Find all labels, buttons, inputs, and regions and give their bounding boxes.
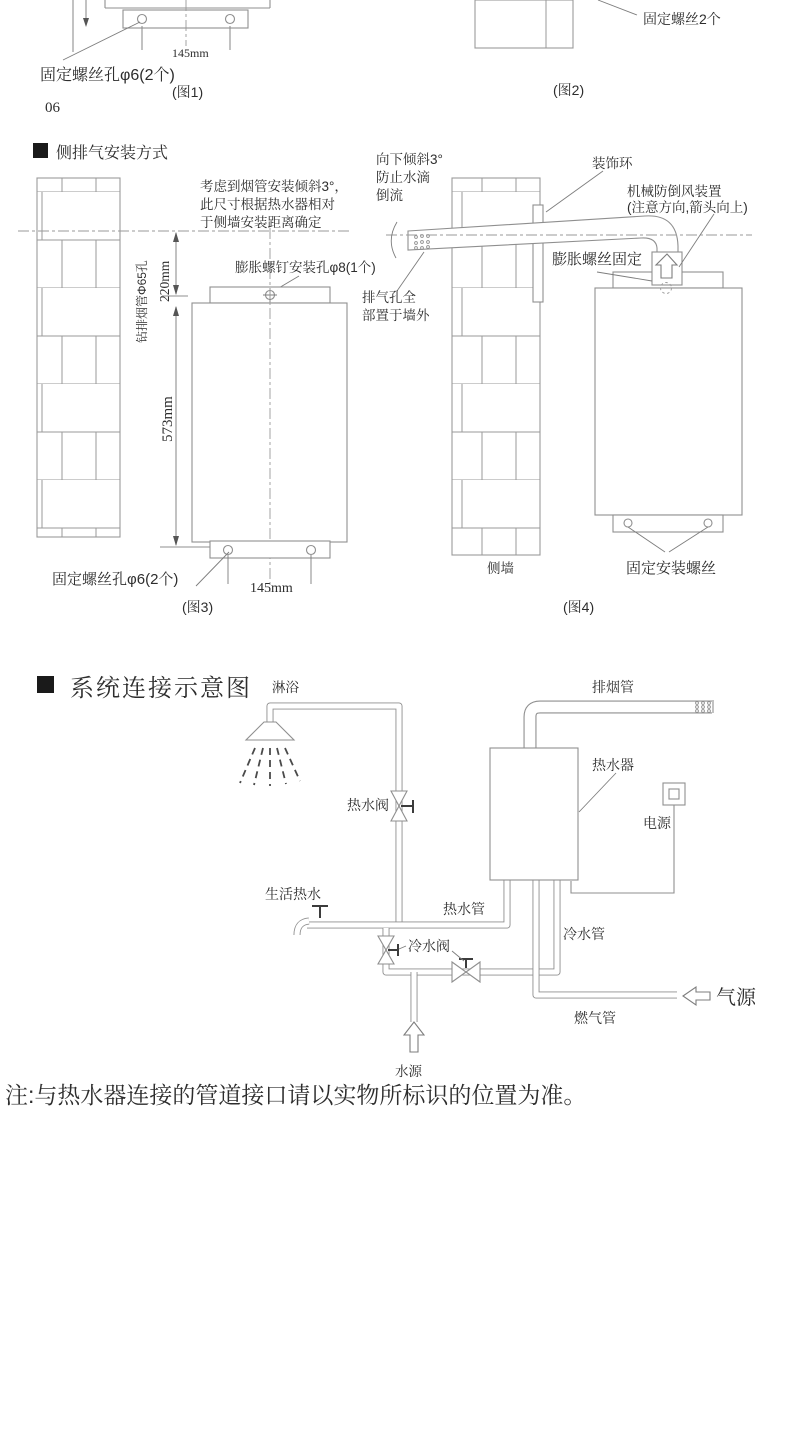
gas-pipe-label: 燃气管 bbox=[574, 1010, 616, 1026]
fig3-dim220-arrow-top bbox=[173, 232, 179, 242]
fig3-drill-hole-label: 钻排烟管Φ65孔 bbox=[135, 260, 149, 343]
spray-line bbox=[254, 748, 263, 785]
fig3-note-line2: 此尺寸根据热水器相对 bbox=[200, 197, 335, 212]
fig3-dim573-arrow-bottom bbox=[173, 536, 179, 546]
fig4-angle-arc bbox=[391, 222, 397, 258]
fig4-ring-label: 装饰环 bbox=[592, 156, 633, 171]
fig4-decoration-ring bbox=[533, 205, 543, 302]
fig3-dim-573: 573mm bbox=[160, 396, 176, 442]
fig4-caption: (图4) bbox=[563, 599, 595, 615]
section-side-exhaust-heading bbox=[33, 143, 168, 162]
fig4-heater-body bbox=[595, 288, 742, 515]
fig1-caption: (图1) bbox=[172, 84, 204, 100]
gas-source-label: 气源 bbox=[716, 987, 756, 1009]
figure-1 bbox=[40, 0, 270, 116]
fig4-anchor-label: 膨胀螺丝固定 bbox=[552, 251, 643, 268]
cold-pipe-label: 冷水管 bbox=[563, 926, 605, 942]
footer-note: 注:与热水器连接的管道接口请以实物所标识的位置为准。 bbox=[5, 1082, 587, 1108]
figure-3 bbox=[18, 178, 376, 615]
fig3-dim573-arrow-top bbox=[173, 306, 179, 316]
section-system-heading bbox=[37, 675, 252, 702]
fig4-vent-leader bbox=[397, 252, 424, 291]
heading-square-icon bbox=[37, 676, 54, 693]
fig1-heater-bottom bbox=[105, 0, 270, 8]
fig3-screw-hole-right bbox=[307, 546, 316, 555]
fig1-dim-145: 145mm bbox=[172, 46, 209, 60]
figure-2 bbox=[475, 0, 721, 98]
fig4-antiwind-line1: 机械防倒风装置 bbox=[627, 184, 722, 199]
figure-4 bbox=[362, 152, 752, 615]
water-source-label: 水源 bbox=[395, 1064, 422, 1079]
fig2-brick-wall bbox=[475, 0, 573, 48]
fig1-leader bbox=[63, 22, 140, 60]
fig3-screw-label: 固定螺丝孔φ6(2个) bbox=[52, 571, 179, 588]
flue-pipe bbox=[530, 707, 712, 748]
faucet-handle bbox=[312, 906, 328, 918]
fig4-tilt-line1: 向下倾斜3° bbox=[376, 152, 443, 167]
fig1-screw-label: 固定螺丝孔φ6(2个) bbox=[40, 67, 175, 84]
fig1-screw-hole-right bbox=[226, 15, 235, 24]
fig3-dim-145: 145mm bbox=[250, 581, 293, 596]
system-diagram bbox=[240, 679, 757, 1079]
cold-valve-label: 冷水阀 bbox=[408, 938, 450, 954]
fig2-caption: (图2) bbox=[553, 82, 585, 98]
fig4-screw-label: 固定安装螺丝 bbox=[626, 560, 717, 577]
fig3-note-line1: 考虑到烟管安装倾斜3°， bbox=[200, 179, 348, 194]
fig3-dim-220: 220mm bbox=[157, 260, 172, 302]
spray-line bbox=[240, 748, 255, 783]
section-side-exhaust-title: 侧排气安装方式 bbox=[56, 145, 169, 162]
fig4-tilt-line3: 倒流 bbox=[376, 188, 403, 203]
power-label: 电源 bbox=[643, 815, 671, 831]
hot-valve-label: 热水阀 bbox=[347, 797, 389, 813]
page-number: 06 bbox=[45, 100, 60, 116]
hot-pipe-label: 热水管 bbox=[443, 901, 485, 917]
hot-water-valve-icon bbox=[391, 791, 413, 821]
system-heater bbox=[490, 748, 578, 880]
heater-label: 热水器 bbox=[592, 757, 634, 773]
fig3-brick-wall bbox=[37, 178, 120, 537]
spray-line bbox=[277, 748, 286, 784]
cold-water-valve-icon bbox=[378, 936, 398, 964]
gas-source-arrow-icon bbox=[683, 987, 710, 1005]
fig4-side-wall-label: 侧墙 bbox=[487, 561, 514, 576]
fig3-extension-lines bbox=[228, 555, 311, 584]
fig2-screw-label: 固定螺丝2个 bbox=[643, 11, 721, 27]
shower-head-icon bbox=[246, 722, 294, 740]
fig3-dim220-arrow-bottom bbox=[173, 285, 179, 295]
fig1-dim-arrow bbox=[83, 18, 89, 27]
fig4-vent-line2: 部置于墙外 bbox=[362, 308, 430, 323]
fig4-screw-left bbox=[624, 519, 632, 527]
section-system-title: 系统连接示意图 bbox=[70, 675, 252, 702]
domestic-hot-water-label: 生活热水 bbox=[265, 886, 321, 902]
fig4-vent-line1: 排气孔全 bbox=[362, 290, 416, 305]
fig4-antiwind-line2: (注意方向,箭头向上) bbox=[627, 200, 748, 215]
spray-line bbox=[285, 748, 300, 781]
fig3-heater-body bbox=[192, 303, 347, 542]
heater-leader bbox=[579, 773, 616, 812]
fig3-anchor-label: 膨胀螺钉安装孔φ8(1个) bbox=[235, 260, 376, 275]
heading-square-icon bbox=[33, 143, 48, 158]
fig4-ring-leader bbox=[546, 171, 603, 212]
shower-label: 淋浴 bbox=[272, 680, 299, 695]
water-source-arrow-icon bbox=[404, 1022, 424, 1052]
fig4-screw-right bbox=[704, 519, 712, 527]
fig3-caption: (图3) bbox=[182, 599, 214, 615]
fig2-leader bbox=[598, 0, 637, 15]
fig3-note-line3: 于侧墙安装距离确定 bbox=[200, 215, 322, 230]
fig4-tilt-line2: 防止水滴 bbox=[376, 170, 430, 185]
fig4-antiwind-leader bbox=[679, 214, 714, 267]
flue-pipe-label: 排烟管 bbox=[592, 679, 634, 695]
